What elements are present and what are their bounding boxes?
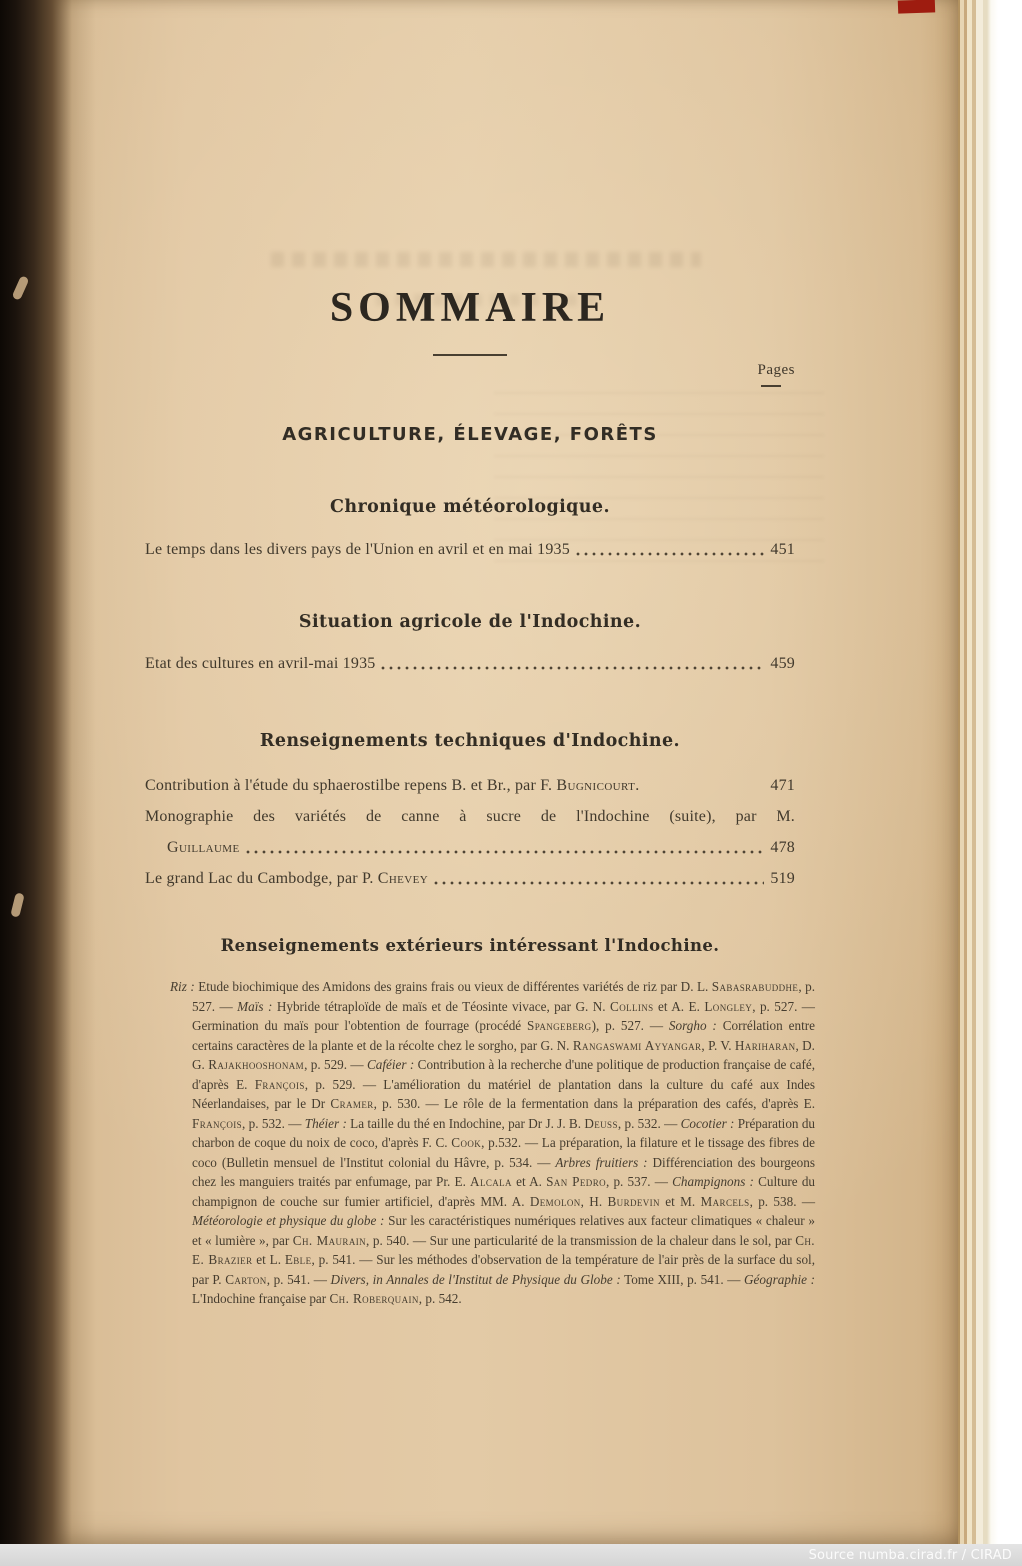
- external-summary-paragraph: Riz : Etude biochimique des Amidons des grains frais ou vieux de différentes variétés de riz par D. L. Sabasrabuddhe, p. 527. — Maïs : Hybride tétraploïde de maïs et de Téosinte vivace, par G. N. Collins et A. E. Longley, p. 527. — Germination du maïs pour l'obtention de fourrage (procédé Spangeberg), p. 527. — Sorgho : Corrélation entre certains caractères de la plante et de la récolte chez le sorgho, par G. N. Rangaswami Ayyangar, P. V. Hariharan, D. G. Rajakhooshonam, p. 529. — Caféier : Contribution à la recherche d'une politique de production française de café, d'après E. François, p. 529. — L'amélioration du matériel de plantation dans la culture du café aux Indes Néerlandaises, par le Dr Cramer, p. 530. — Le rôle de la fermentation dans la préparation des cafés, d'après E. François, p. 532. — Théier : La taille du thé en Indochine, par Dr J. J. B. Deuss, p. 532. — Cocotier : Préparation du charbon de coque du noix de coco, d'après F. C. Cook, p.532. — La préparation, la filature et le tissage des fibres de coco (Bulletin mensuel de l'Institut colonial du Hâvre, p. 534. — Arbres fruitiers : Différenciation des bourgeons chez les manguiers traités par enfumage, par Pr. E. Alcala et A. San Pedro, p. 537. — Champignons : Culture du champignon de couche sur fumier artificiel, d'après MM. A. Demolon, H. Burdevin et M. Marcels, p. 538. — Météorologie et physique du globe : Sur les caractéristiques numériques relatives aux facteur climatiques « chaleur » et « lumière », par Ch. Maurain, p. 540. — Sur une particularité de la transmission de la chaleur dans le sol, par Ch. E. Brazier et L. Eble, p. 541. — Sur les méthodes d'observation de la température de l'air près de la surface du sol, par P. Carton, p. 541. — Divers, in Annales de l'Institut de Physique du Globe : Tome XIII, p. 541. — Géographie : L'Indochine française par Ch. Roberquain, p. 542.: [170, 979, 816, 1306]
- page-edges: [958, 0, 1022, 1544]
- toc-entries-techniques: [145, 775, 795, 899]
- source-bar: [0, 1544, 1022, 1566]
- pages-column-label: Pages: [757, 362, 795, 378]
- entry-page-number: 451: [770, 541, 795, 558]
- scanned-page: [14, 0, 958, 1544]
- dot-leader: [381, 666, 764, 670]
- dot-leader: [576, 552, 764, 556]
- entry-page-number: 519: [770, 870, 795, 887]
- toc-entry: Le temps dans les divers pays de l'Union en avril et en mai 1935 451: [145, 541, 795, 558]
- subsection-heading-situation: Situation agricole de l'Indochine.: [298, 612, 642, 632]
- subsection-heading-chronique: Chronique météorologique.: [330, 497, 610, 517]
- toc-entry: Contribution à l'étude du sphaerostilbe repens B. et Br., par F. Bugnicourt. 471: [145, 777, 795, 794]
- red-ink-mark: [898, 0, 935, 14]
- entry-page-number: 478: [770, 839, 795, 856]
- subsection-heading-techniques: Renseignements techniques d'Indochine.: [259, 731, 681, 751]
- toc-entry: Etat des cultures en avril-mai 1935 459: [145, 655, 795, 672]
- main-section-heading: AGRICULTURE, ÉLEVAGE, FORÊTS: [282, 424, 658, 445]
- dot-leader: [246, 850, 765, 854]
- toc-entry: Monographie des variétés de canne à sucre de l'Indochine (suite), par M.: [145, 808, 795, 825]
- toc-entry: Guillaume 478: [167, 839, 795, 856]
- book-binding: [0, 0, 96, 1544]
- title-divider: [433, 354, 507, 356]
- subsection-heading-exterieurs: Renseignements extérieurs intéressant l'Indochine.: [220, 936, 720, 955]
- toc-entry: Le grand Lac du Cambodge, par P. Chevey 519: [145, 870, 795, 887]
- toc-entries-chronique: [145, 539, 795, 570]
- source-attribution-text: Source numba.cirad.fr / CIRAD: [808, 1547, 1012, 1563]
- page-title: SOMMAIRE: [329, 285, 611, 331]
- pages-underline: [761, 385, 781, 387]
- toc-entries-situation: [145, 653, 795, 684]
- dot-leader: [434, 881, 764, 885]
- toc-content: [145, 0, 816, 1544]
- entry-page-number: 471: [770, 777, 795, 794]
- entry-page-number: 459: [770, 655, 795, 672]
